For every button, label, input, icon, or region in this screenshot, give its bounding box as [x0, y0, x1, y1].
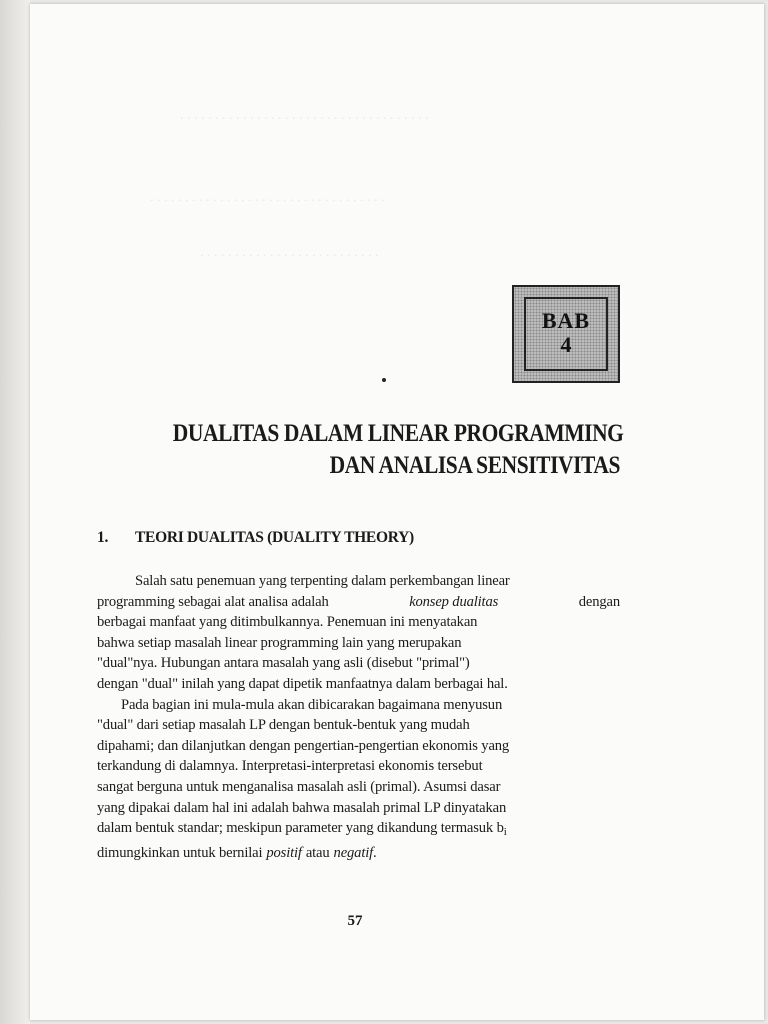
page-number: 57 [347, 913, 363, 929]
paragraph-2-line: terkandung di dalamnya. Interpretasi-interpretasi ekonomis tersebut [97, 758, 483, 775]
paragraph-1-line: bahwa setiap masalah linear programming lain yang merupakan [97, 634, 462, 651]
document-page [30, 4, 764, 1020]
emphasis-text: positif [266, 844, 302, 861]
show-through-text: . . . . . . . . . . . . . . . . . . . . . . . . . . . . . . . . . . . . [180, 108, 429, 123]
paragraph-1-line: programming sebagai alat analisa adalah konsep dualitas dengan [97, 592, 620, 613]
chapter-title-line-2: DAN ANALISA SENSITIVITAS [329, 452, 620, 479]
chapter-badge-inner [524, 297, 608, 371]
section-title: TEORI DUALITAS (DUALITY THEORY) [135, 529, 414, 546]
paragraph-1-line: dengan "dual" inilah yang dapat dipetik manfaatnya dalam berbagai hal. [97, 675, 508, 692]
chapter-badge [512, 285, 620, 383]
paragraph-2-line: Pada bagian ini mula-mula akan dibicarakan bagaimana menyusun [121, 696, 503, 713]
paragraph-1-line: berbagai manfaat yang ditimbulkannya. Penemuan ini menyatakan [97, 614, 478, 631]
paragraph-2-line: sangat berguna untuk menganalisa masalah asli (primal). Asumsi dasar [97, 778, 501, 795]
decorative-dot [382, 378, 386, 382]
paragraph-1-line: Salah satu penemuan yang terpenting dalam perkembangan linear [135, 573, 510, 589]
paragraph-2-line: "dual" dari setiap masalah LP dengan bentuk-bentuk yang mudah [97, 717, 470, 734]
emphasis-text: konsep dualitas [409, 593, 499, 610]
section-heading [97, 529, 617, 547]
page-left-edge [0, 0, 30, 1024]
paragraph-2-line: dalam bentuk standar; meskipun parameter yang dikandung termasuk $b_i$ [97, 820, 507, 839]
chapter-title-line-1: DUALITAS DALAM LINEAR PROGRAMMING [172, 420, 624, 447]
chapter-badge-word: BAB [541, 308, 591, 333]
paragraph-2-line: dipahami; dan dilanjutkan dengan pengertian-pengertian ekonomis yang [97, 737, 510, 754]
show-through-text: . . . . . . . . . . . . . . . . . . . . . . . . . . [200, 245, 379, 260]
paragraph-2-line: dimungkinkan untuk bernilai positif atau negatif. [97, 843, 620, 864]
show-through-text: . . . . . . . . . . . . . . . . . . . . . . . . . . . . . . . . . . [150, 190, 385, 205]
chapter-badge-number: 4 [560, 332, 572, 357]
section-number: 1. [97, 529, 109, 546]
emphasis-text: negatif [333, 844, 374, 861]
subscript-i: i [503, 826, 507, 839]
paragraph-1-line: "dual"nya. Hubungan antara masalah yang asli (disebut "primal") [97, 655, 470, 672]
body-text [97, 571, 620, 863]
chapter-title [172, 418, 624, 482]
paragraph-2-line: yang dipakai dalam hal ini adalah bahwa masalah primal LP dinyatakan [97, 799, 507, 816]
